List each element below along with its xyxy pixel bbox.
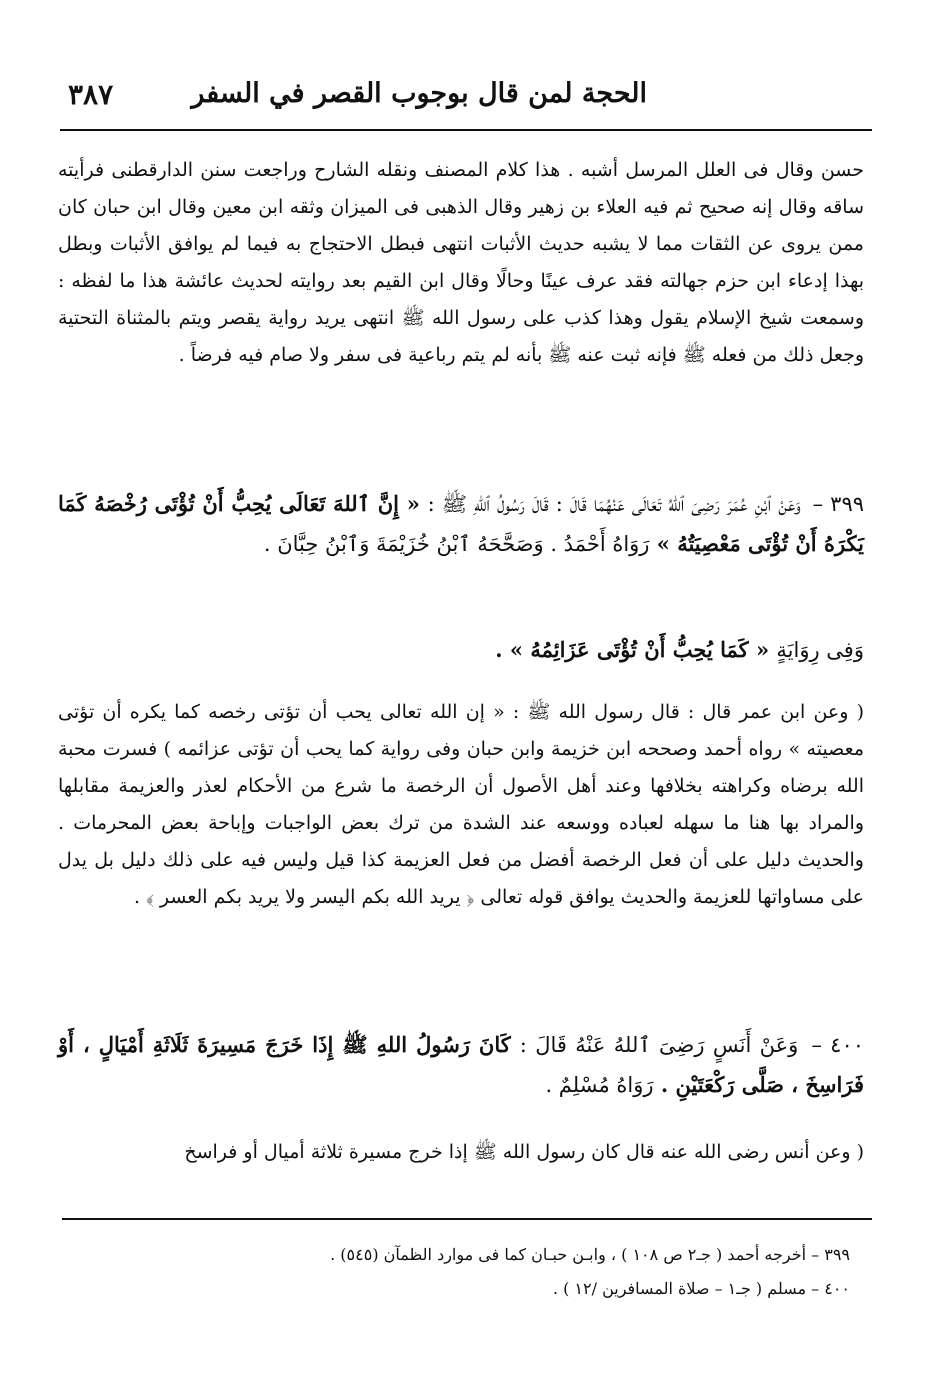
footnote-divider — [62, 1218, 872, 1220]
hadith-399-variant — [58, 630, 864, 670]
footnote-399: ٣٩٩ – أخرجه أحمد ( جـ٢ ص ١٠٨ ) ، وابـن حبـان كما فى موارد الظمآن (٥٤٥) . — [330, 1245, 850, 1264]
hadith-source: رَوَاهُ مُسْلِمٌ . — [545, 1073, 654, 1097]
commentary-paragraph-1: حسن وقال فى العلل المرسل أشبه . هذا كلام المصنف ونقله الشارح وراجعت سنن الدارقطنى فرأيته ساقه وقال إنه صحيح ثم فيه العلاء بن زهير وقال الذهبى فى الميزان وثقه ابن معين وقال ابن حبان كان ممن يروى عن الثقات مما لا يشبه حديث الأثبات انتهى فبطل الاحتجاج به فيما لم يوافق الأثبات وبطل بهذا إدعاء ابن حزم جهالته فقد عرف عينًا وحالًا وقال ابن القيم بعد روايته لحديث عائشة هذا ما لفظه : وسمعت شيخ الإسلام يقول وهذا كذب على رسول الله ﷺ انتهى يريد رواية يقصر ويتم بالمثناة التحتية وجعل ذلك من فعله ﷺ فإنه ثبت عنه ﷺ بأنه لم يتم رباعية فى سفر ولا صام فيه فرضاً . — [58, 159, 864, 366]
hadith-text: « إِنَّ ٱللهَ تَعَالَى يُحِبُّ أَنْ تُؤْتَى رُخْصَهُ كَمَا يَكْرَهُ أَنْ تُؤْتَى مَعْصِيَتُهُ » — [58, 491, 864, 556]
footnote-400: ٤٠٠ – مسلم ( جـ١ – صلاة المسافرين /١٢ ) . — [552, 1279, 850, 1298]
hadith-number: ٣٩٩ – — [812, 492, 865, 516]
variant-text: « كَمَا يُحِبُّ أَنْ تُؤْتَى عَزَائِمُهُ » . — [495, 637, 770, 662]
commentary-paragraph-2: ( وعن ابن عمر قال : قال رسول الله ﷺ : « إن الله تعالى يحب أن تؤتى رخصه كما يكره أن تؤتى معصيته » رواه أحمد وصححه ابن خزيمة وابن حبان وفى رواية كما يحب أن تؤتى عزائمه ) فسرت محبة الله برضاه وكراهته بخلافها وعند أهل الأصول أن الرخصة ما شرع من الأحكام لعذر والعزيمة مقابلها والمراد بها هنا ما سهله لعباده ووسعه عند الشدة من ترك بعض الواجبات وإباحة بعض المحرمات . والحديث دليل على أن فعل الرخصة أفضل من فعل العزيمة كذا قيل وليس فيه على ذلك دليل بل يدل على مساواتها للعزيمة والحديث يوافق قوله تعالى ﴿ يريد الله بكم اليسر ولا يريد بكم العسر ﴾ . — [58, 701, 864, 908]
header-title: الحجة لمن قال بوجوب القصر في السفر — [191, 78, 647, 109]
running-header — [60, 70, 872, 118]
header-divider — [60, 129, 872, 131]
hadith-chain: وَعَنْ ٱبْنِ عُمَرَ رَضِىَ ٱللهُ تَعَالَى عَنْهُمَا قَالَ : قَالَ رَسُولُ ٱللهِ ﷺ : — [427, 492, 801, 516]
footnotes — [70, 1238, 850, 1306]
hadith-chain: وَعَنْ أَنَسٍ رَضِىَ ٱللهُ عَنْهُ قَالَ : — [519, 1033, 799, 1057]
hadith-text: كَانَ رَسُولُ اللهِ ﷺ إِذَا خَرَجَ مَسِيرَةَ ثَلَاثَةِ أَمْيَالٍ ، أَوْ فَرَاسِخَ ، صَلَّى رَكْعَتَيْنِ . — [58, 1032, 864, 1097]
hadith-source: رَوَاهُ أَحْمَدُ . وَصَحَّحَهُ ٱبْنُ خُزَيْمَةَ وَٱبْنُ حِبَّانَ . — [263, 532, 650, 556]
hadith-number: ٤٠٠ – — [811, 1033, 865, 1057]
page-number: ٣٨٧ — [68, 78, 114, 111]
variant-intro: وَفِى رِوَايَةٍ — [776, 638, 864, 662]
hadith-400 — [58, 1025, 864, 1105]
commentary-paragraph-3: ( وعن أنس رضى الله عنه قال كان رسول الله ﷺ إذا خرج مسيرة ثلاثة أميال أو فراسخ — [184, 1141, 864, 1163]
hadith-399 — [58, 484, 864, 564]
